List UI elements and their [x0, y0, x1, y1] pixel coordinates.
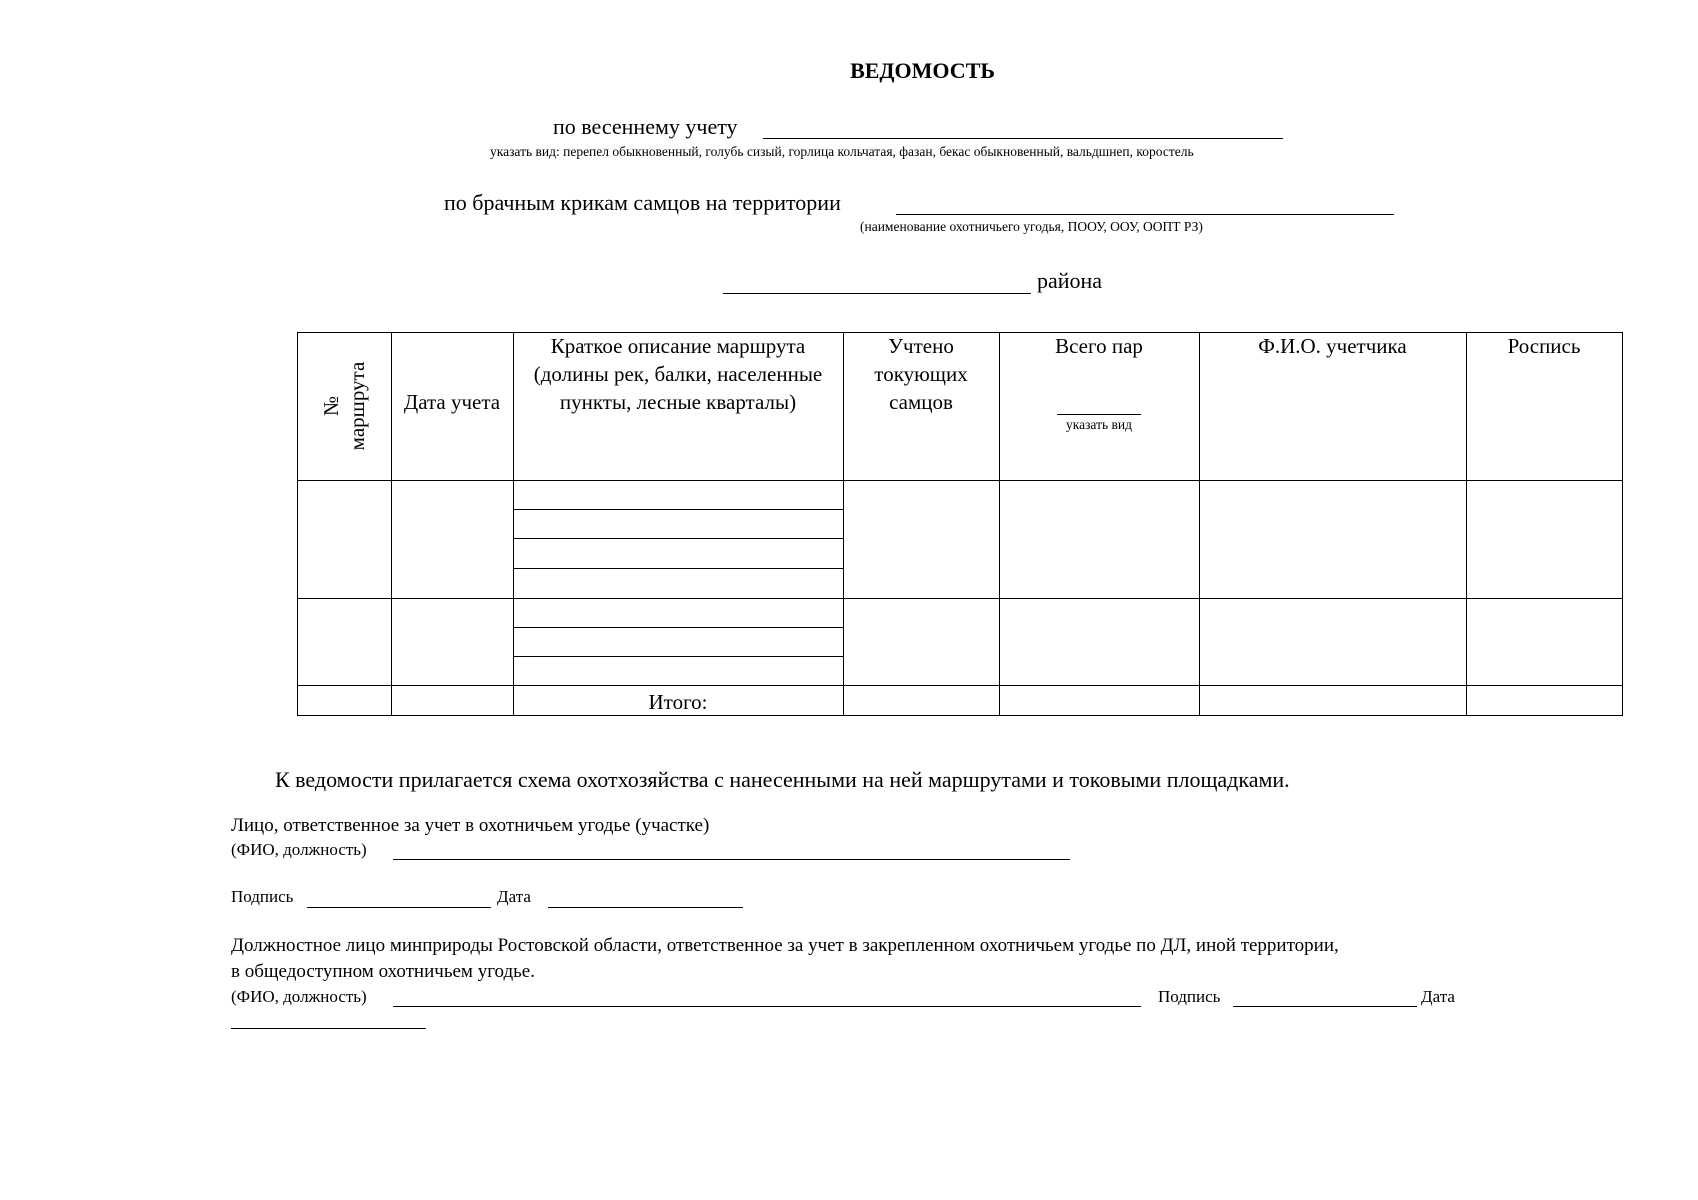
desc-subline — [513, 656, 843, 657]
header-route-number-symbol: № — [319, 395, 343, 417]
total-label: Итого: — [648, 690, 708, 714]
desc-subline — [513, 538, 843, 539]
desc-subline — [513, 568, 843, 569]
header-signature: Роспись — [1507, 334, 1581, 358]
fio-label-2: (ФИО, должность) — [231, 987, 367, 1006]
header-route-number — [297, 332, 391, 480]
header-route-description: Краткое описание маршрута (долины рек, балки, населенные пункты, лесные кварталы) — [533, 334, 823, 414]
table-col-divider — [999, 332, 1000, 716]
table-col-divider — [1466, 332, 1467, 716]
header-counted-males: Учтено токующих самцов — [874, 334, 968, 414]
signature-label-2: Подпись — [1158, 987, 1221, 1006]
district-blank[interactable] — [723, 293, 1031, 294]
official-line-1: Должностное лицо минприроды Ростовской области, ответственное за учет в закрепленном охотничьем угодье по ДЛ, иной территории, — [231, 935, 1339, 956]
report-table — [297, 332, 1623, 716]
attachment-note: К ведомости прилагается схема охотхозяйства с нанесенными на ней маршрутами и токовыми площадками. — [275, 767, 1290, 792]
table-row-divider — [297, 598, 1623, 599]
signature-blank[interactable] — [307, 907, 491, 908]
header-total-pairs: Всего пар — [1055, 334, 1143, 358]
table-header-bottom — [297, 480, 1623, 481]
header-date: Дата учета — [403, 390, 501, 414]
desc-subline — [513, 627, 843, 628]
line1-note: указать вид: перепел обыкновенный, голубь сизый, горлица кольчатая, фазан, бекас обыкновенный, вальдшнеп, коростель — [490, 144, 1194, 159]
responsible-person-line: Лицо, ответственное за учет в охотничьем угодье (участке) — [231, 815, 710, 836]
date-label-2: Дата — [1421, 987, 1455, 1006]
table-col-divider — [1199, 332, 1200, 716]
fio-blank-2[interactable] — [393, 1006, 1141, 1007]
line2-text: по брачным крикам самцов на территории — [444, 190, 841, 215]
table-row-divider — [297, 685, 1623, 686]
line3-text: района — [1037, 268, 1103, 293]
line1-text: по весеннему учету — [553, 114, 738, 139]
desc-subline — [513, 509, 843, 510]
header-route-number-label: маршрута — [345, 361, 369, 451]
line1-blank[interactable] — [763, 138, 1283, 139]
date-blank[interactable] — [548, 907, 743, 908]
signature-label: Подпись — [231, 887, 294, 906]
table-border-right — [1622, 332, 1623, 716]
line2-blank[interactable] — [896, 214, 1394, 215]
signature-blank-2[interactable] — [1233, 1006, 1417, 1007]
official-line-2: в общедоступном охотничьем угодье. — [231, 961, 535, 982]
line2-note: (наименование охотничьего угодья, ПООУ, ООУ, ООПТ РЗ) — [860, 219, 1203, 234]
header-total-pairs-note: указать вид — [1066, 417, 1132, 432]
date-label: Дата — [497, 887, 531, 906]
date-blank-2[interactable] — [231, 1028, 426, 1029]
fio-blank[interactable] — [393, 859, 1070, 860]
header-counter-name: Ф.И.О. учетчика — [1258, 334, 1407, 358]
document-title: ВЕДОМОСТЬ — [850, 58, 995, 83]
fio-label: (ФИО, должность) — [231, 840, 367, 859]
table-border-bottom — [297, 715, 1623, 716]
